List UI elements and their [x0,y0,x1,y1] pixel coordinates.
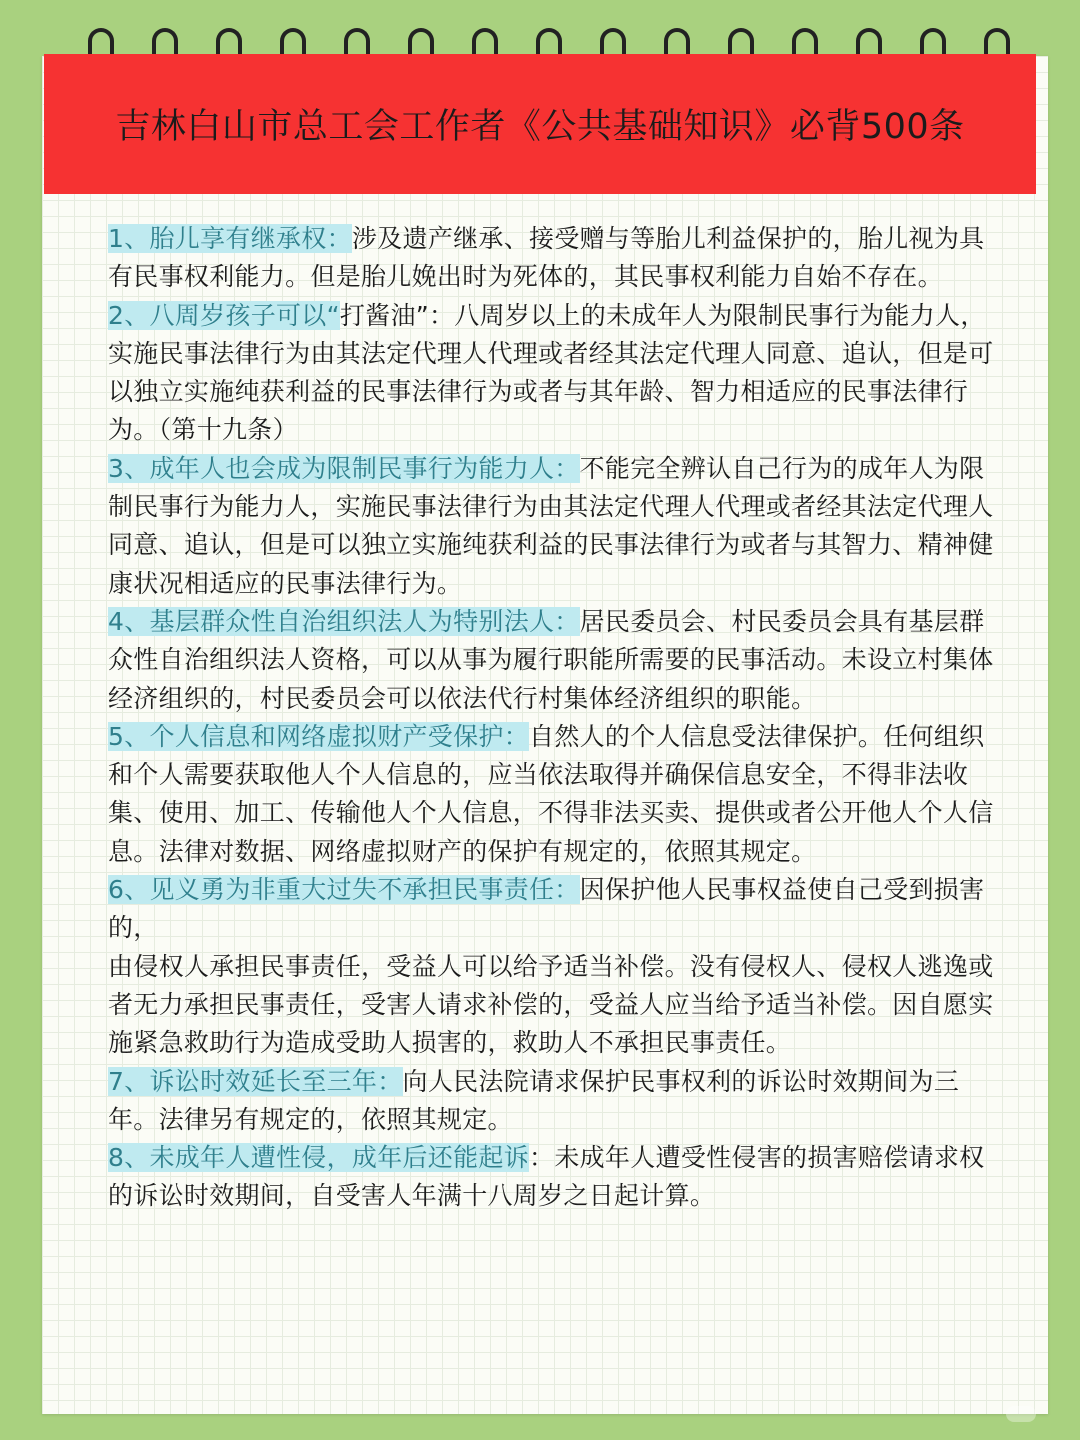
item-body: 因保护他人民事权益使自己受到损害的， [108,875,985,943]
list-item [108,1063,998,1140]
list-item [108,603,998,718]
item-body: 自然人的个人信息受法律保护。任何组织和个人需要获取他人个人信息的，应当依法取得并确保信息安全，不得非法收集、使用、加工、传输他人个人信息，不得非法买卖、提供或者公开他人个人信息。法律对数据、网络虚拟财产的保护有规定的，依照其规定。 [108,721,994,866]
item-body: 打酱油”：八周岁以上的未成年人为限制民事行为能力人，实施民事法律行为由其法定代理人代理或者经其法定代理人同意、追认，但是可以独立实施纯获利益的民事法律行为或者与其年龄、智力相适应的民事法律行为。（第十九条） [108,300,994,445]
item-heading: 6、见义勇为非重大过失不承担民事责任： [108,875,580,905]
item-heading: 2、八周岁孩子可以“ [108,300,340,330]
list-item [108,871,998,948]
item-body: 居民委员会、村民委员会具有基层群众性自治组织法人资格，可以从事为履行职能所需要的民事活动。未设立村集体经济组织的，村民委员会可以依法代行村集体经济组织的职能。 [108,606,994,713]
page-title: 吉林白山市总工会工作者《公共基础知识》必背500条 [115,107,965,147]
item-body: 不能完全辨认自己行为的成年人为限制民事行为能力人，实施民事法律行为由其法定代理人代理或者经其法定代理人同意、追认，但是可以独立实施纯获利益的民事法律行为或者与其智力、精神健康状况相适应的民事法律行为。 [108,453,994,598]
item-body: 由侵权人承担民事责任，受益人可以给予适当补偿。没有侵权人、侵权人逃逸或者无力承担民事责任，受害人请求补偿的，受益人应当给予适当补偿。因自愿实施紧急救助行为造成受助人损害的，救助人不承担民事责任。 [108,951,994,1058]
item-heading: 3、成年人也会成为限制民事行为能力人： [108,453,580,483]
item-heading: 1、胎儿享有继承权： [108,224,352,253]
list-item [108,220,998,297]
list-item [108,297,998,450]
list-item [108,718,998,871]
list-item-continuation [108,948,998,1063]
item-heading: 8、未成年人遭性侵，成年后还能起诉 [108,1143,530,1173]
item-body: 涉及遗产继承、接受赠与等胎儿利益保护的，胎儿视为具有民事权利能力。但是胎儿娩出时为死体的，其民事权利能力自始不存在。 [108,224,985,292]
watermark-mark [1006,1406,1036,1422]
item-body: ：未成年人遭受性侵害的损害赔偿请求权的诉讼时效期间，自受害人年满十八周岁之日起计算。 [108,1143,985,1211]
item-body: 向人民法院请求保护民事权利的诉讼时效期间为三年。法律另有规定的，依照其规定。 [108,1066,960,1134]
item-heading: 5、个人信息和网络虚拟财产受保护： [108,721,530,751]
knowledge-list [108,220,998,1216]
item-heading: 7、诉讼时效延长至三年： [108,1066,403,1096]
item-heading: 4、基层群众性自治组织法人为特别法人： [108,606,580,636]
list-item [108,450,998,603]
list-item [108,1139,998,1216]
title-banner [44,54,1036,194]
